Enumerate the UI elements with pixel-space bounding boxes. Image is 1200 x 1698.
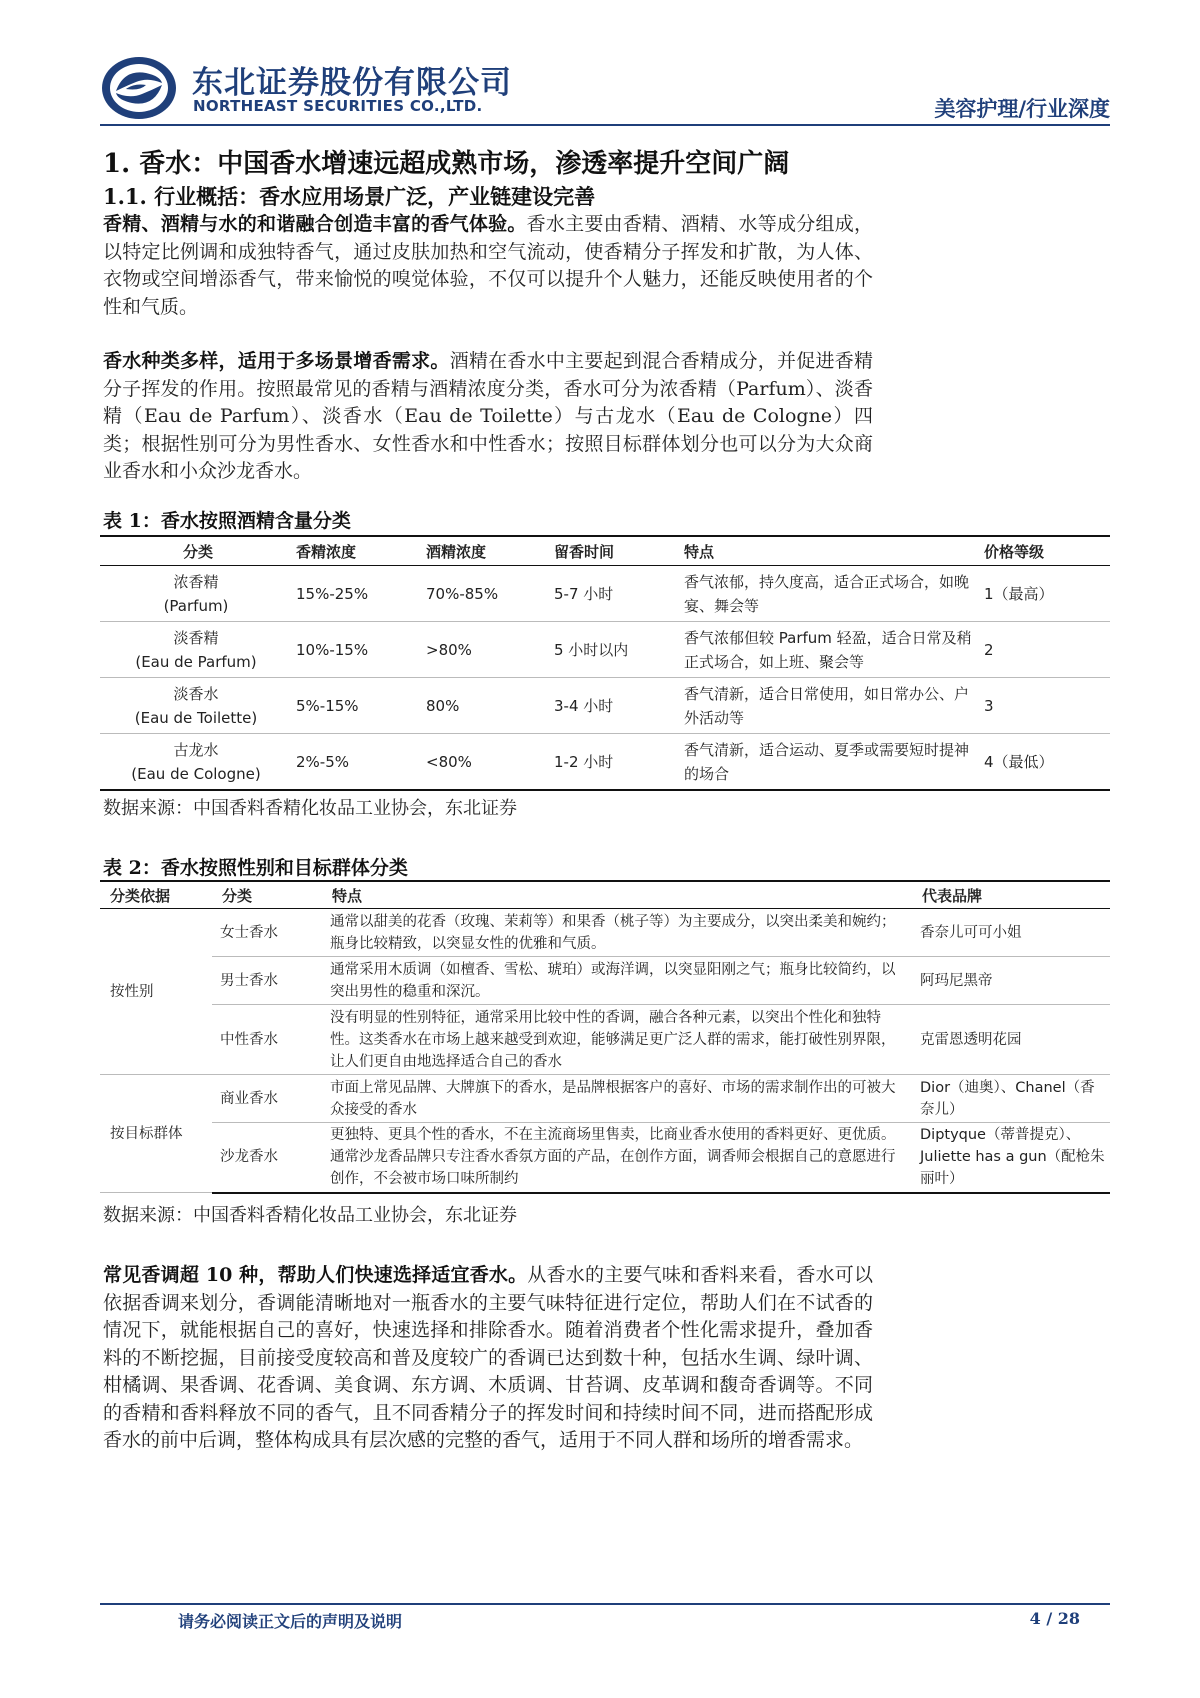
table-1-header: 留香时间 [548,536,678,566]
table-cell: 通常采用木质调（如檀香、雪松、琥珀）或海洋调，以突显阳刚之气；瓶身比较简约，以突出男性的稳重和深沉。 [322,957,912,1005]
table-2-source: 数据来源：中国香料香精化妆品工业协会，东北证券 [103,1205,517,1226]
paragraph-2 [103,348,873,486]
table-row [100,1123,1110,1193]
table-2-header: 特点 [322,881,912,909]
table-cell: 香气浓郁但较 Parfum 轻盈，适合日常及稍正式场合，如上班、聚会等 [678,622,978,678]
section-heading: 1. 香水：中国香水增速远超成熟市场，渗透率提升空间广阔 [103,149,790,179]
footer-divider [100,1603,1110,1605]
table-cell: 没有明显的性别特征，通常采用比较中性的香调，融合各种元素，以突出个性化和独特性。这类香水在市场上越来越受到欢迎，能够满足更广泛人群的需求，能打破性别界限，让人们更自由地选择适合自己的香水 [322,1005,912,1075]
table-row [100,734,1110,791]
paragraph-2-lead: 香水种类多样，适用于多场景增香需求。 [103,350,450,372]
table-cell: Dior（迪奥）、Chanel（香奈儿） [912,1075,1110,1123]
table-1-header: 分类 [100,536,290,566]
table-cell: 更独特、更具个性的香水，不在主流商场里售卖，比商业香水使用的香料更好、更优质。通常沙龙香品牌只专注香水香氛方面的产品，在创作方面，调香师会根据自己的意愿进行创作，不会被市场口味所制约 [322,1123,912,1193]
table-row [100,1005,1110,1075]
category-name: 淡香水 [173,684,219,703]
table-cell: 商业香水 [212,1075,322,1123]
category-name: 浓香精 [173,572,219,591]
company-name-en: NORTHEAST SECURITIES CO.,LTD. [193,97,483,115]
table-cell: 女士香水 [212,909,322,957]
table-row [100,678,1110,734]
table-cell: 2%-5% [290,734,420,791]
table-cell: 沙龙香水 [212,1123,322,1193]
table-1-header-row [100,536,1110,566]
table-cell: 70%-85% [420,566,548,622]
paragraph-1-lead: 香精、酒精与水的和谐融合创造丰富的香气体验。 [103,213,527,235]
paragraph-1 [103,211,873,321]
category-en: (Eau de Parfum) [135,652,257,671]
table-2 [100,880,1110,1194]
table-cell: 5%-15% [290,678,420,734]
paragraph-2-body: 酒精在香水中主要起到混合香精成分，并促进香精分子挥发的作用。按照最常见的香精与酒精浓度分类，香水可分为浓香精（Parfum）、淡香精（Eau de Parfum）、淡香水（Eau de Toilette）与古龙水（Eau de Cologne）四类；根据性别可分为男性香水、女性香水和中性香水；按照目标群体划分也可以分为大众商业香水和小众沙龙香水。 [103,350,873,482]
paragraph-1-body: 香水主要由香精、酒精、水等成分组成，以特定比例调和成独特香气，通过皮肤加热和空气流动，使香精分子挥发和扩散，为人体、衣物或空间增添香气，带来愉悦的嗅觉体验，不仅可以提升个人魅力，还能反映使用者的个性和气质。 [103,213,873,318]
page-header [100,55,1110,125]
table-1 [100,535,1110,791]
category-en: (Eau de Toilette) [134,708,258,727]
table-cell: 市面上常见品牌、大牌旗下的香水，是品牌根据客户的喜好、市场的需求制作出的可被大众接受的香水 [322,1075,912,1123]
table-cell-category [100,566,290,622]
table-cell: 克雷恩透明花园 [912,1005,1110,1075]
table-2-header: 分类依据 [100,881,212,909]
report-type-label: 美容护理/行业深度 [934,97,1110,121]
category-en: (Eau de Cologne) [131,764,261,783]
page-number: 4 / 28 [1029,1609,1080,1628]
table-cell: 15%-25% [290,566,420,622]
table-row [100,1075,1110,1123]
table-2-title: 表 2：香水按照性别和目标群体分类 [103,857,408,879]
group-basis: 按目标群体 [100,1075,212,1193]
table-cell: 通常以甜美的花香（玫瑰、茉莉等）和果香（桃子等）为主要成分，以突出柔美和婉约；瓶身比较精致，以突显女性的优雅和气质。 [322,909,912,957]
paragraph-3-lead: 常见香调超 10 种，帮助人们快速选择适宜香水。 [103,1264,528,1286]
table-1-header: 价格等级 [978,536,1110,566]
table-cell: 1-2 小时 [548,734,678,791]
table-cell: 香气浓郁，持久度高，适合正式场合，如晚宴、舞会等 [678,566,978,622]
table-cell: 香奈儿可可小姐 [912,909,1110,957]
table-2-header-row [100,881,1110,909]
table-cell: 10%-15% [290,622,420,678]
category-name: 古龙水 [173,740,219,759]
table-cell: 阿玛尼黑帝 [912,957,1110,1005]
table-1-title: 表 1：香水按照酒精含量分类 [103,510,351,532]
table-cell: 男士香水 [212,957,322,1005]
table-cell: 中性香水 [212,1005,322,1075]
table-cell-category [100,678,290,734]
table-cell: 香气清新，适合运动、夏季或需要短时提神的场合 [678,734,978,791]
paragraph-3 [103,1262,873,1455]
northeast-securities-logo-icon [100,55,178,121]
table-cell: 80% [420,678,548,734]
header-divider [100,124,1110,126]
table-row [100,622,1110,678]
company-name-cn: 东北证券股份有限公司 [192,65,512,101]
table-1-source: 数据来源：中国香料香精化妆品工业协会，东北证券 [103,798,517,819]
table-cell: 2 [978,622,1110,678]
table-cell: 5-7 小时 [548,566,678,622]
table-cell-category [100,622,290,678]
category-en: (Parfum) [163,596,229,615]
table-cell: 香气清新，适合日常使用，如日常办公、户外活动等 [678,678,978,734]
table-cell: 4（最低） [978,734,1110,791]
table-1-header: 香精浓度 [290,536,420,566]
table-cell: 3-4 小时 [548,678,678,734]
table-cell-category [100,734,290,791]
table-cell: 3 [978,678,1110,734]
table-1-header: 特点 [678,536,978,566]
table-cell: 5 小时以内 [548,622,678,678]
table-row [100,566,1110,622]
table-cell: >80% [420,622,548,678]
table-row [100,957,1110,1005]
subsection-heading: 1.1. 行业概括：香水应用场景广泛，产业链建设完善 [103,184,596,209]
table-2-header: 分类 [212,881,322,909]
table-cell: Diptyque（蒂普提克）、Juliette has a gun（配枪朱丽叶） [912,1123,1110,1193]
group-basis: 按性别 [100,909,212,1075]
category-name: 淡香精 [173,628,219,647]
table-cell: <80% [420,734,548,791]
table-2-header: 代表品牌 [912,881,1110,909]
table-1-header: 酒精浓度 [420,536,548,566]
table-cell: 1（最高） [978,566,1110,622]
paragraph-3-body: 从香水的主要气味和香料来看，香水可以依据香调来划分，香调能清晰地对一瓶香水的主要气味特征进行定位，帮助人们在不试香的情况下，就能根据自己的喜好，快速选择和排除香水。随着消费者个性化需求提升，叠加香料的不断挖掘，目前接受度较高和普及度较广的香调已达到数十种，包括水生调、绿叶调、柑橘调、果香调、花香调、美食调、东方调、木质调、甘苔调、皮革调和馥奇香调等。不同的香精和香料释放不同的香气，且不同香精分子的挥发时间和持续时间不同，进而搭配形成香水的前中后调，整体构成具有层次感的完整的香气，适用于不同人群和场所的增香需求。 [103,1264,873,1451]
disclaimer-note: 请务必阅读正文后的声明及说明 [178,1612,403,1631]
table-row [100,909,1110,957]
